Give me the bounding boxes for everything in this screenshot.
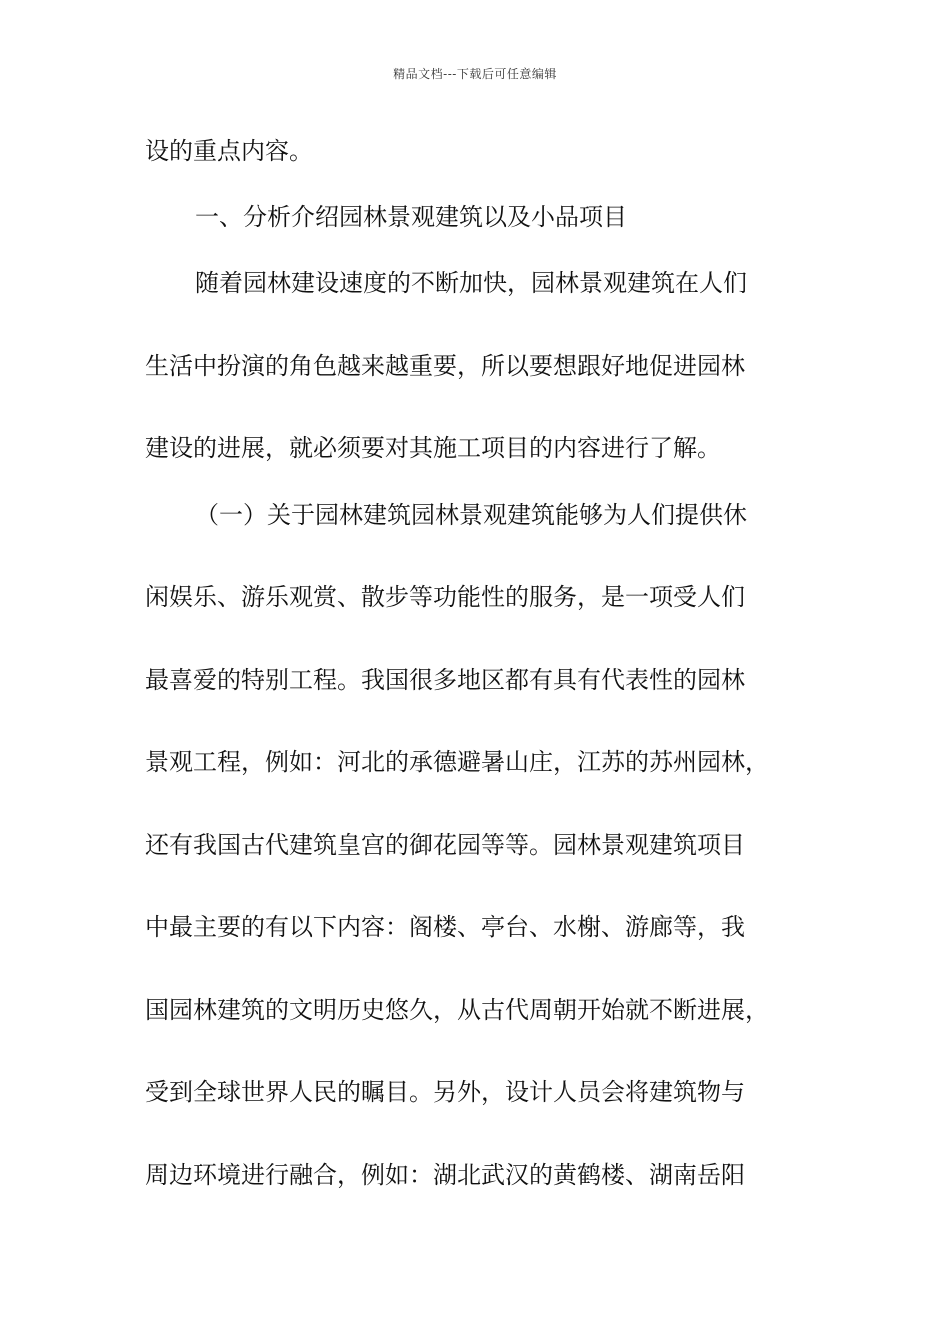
text-line-11: 中最主要的有以下内容：阁楼、亭台、水榭、游廊等，我 — [145, 913, 745, 941]
text-line-13: 受到全球世界人民的瞩目。另外，设计人员会将建筑物与 — [145, 1078, 745, 1106]
text-line-5: 建设的进展，就必须要对其施工项目的内容进行了解。 — [145, 434, 721, 462]
page-header: 精品文档---下载后可任意编辑 — [393, 67, 557, 81]
text-line-3: 随着园林建设速度的不断加快，园林景观建筑在人们 — [195, 269, 747, 297]
text-line-10: 还有我国古代建筑皇宫的御花园等等。园林景观建筑项目 — [145, 831, 745, 859]
subsection-line: （一）关于园林建筑园林景观建筑能够为人们提供休 — [195, 501, 747, 529]
text-line-9: 景观工程，例如：河北的承德避暑山庄，江苏的苏州园林， — [145, 748, 769, 776]
section-heading: 一、分析介绍园林景观建筑以及小品项目 — [195, 203, 627, 231]
text-line-12: 国园林建筑的文明历史悠久，从古代周朝开始就不断进展， — [145, 996, 769, 1024]
text-line-8: 最喜爱的特别工程。我国很多地区都有具有代表性的园林 — [145, 666, 745, 694]
text-line-7: 闲娱乐、游乐观赏、散步等功能性的服务，是一项受人们 — [145, 583, 745, 611]
text-line-1: 设的重点内容。 — [145, 137, 313, 165]
text-line-14: 周边环境进行融合，例如：湖北武汉的黄鹤楼、湖南岳阳 — [145, 1161, 745, 1189]
text-line-4: 生活中扮演的角色越来越重要，所以要想跟好地促进园林 — [145, 352, 745, 380]
